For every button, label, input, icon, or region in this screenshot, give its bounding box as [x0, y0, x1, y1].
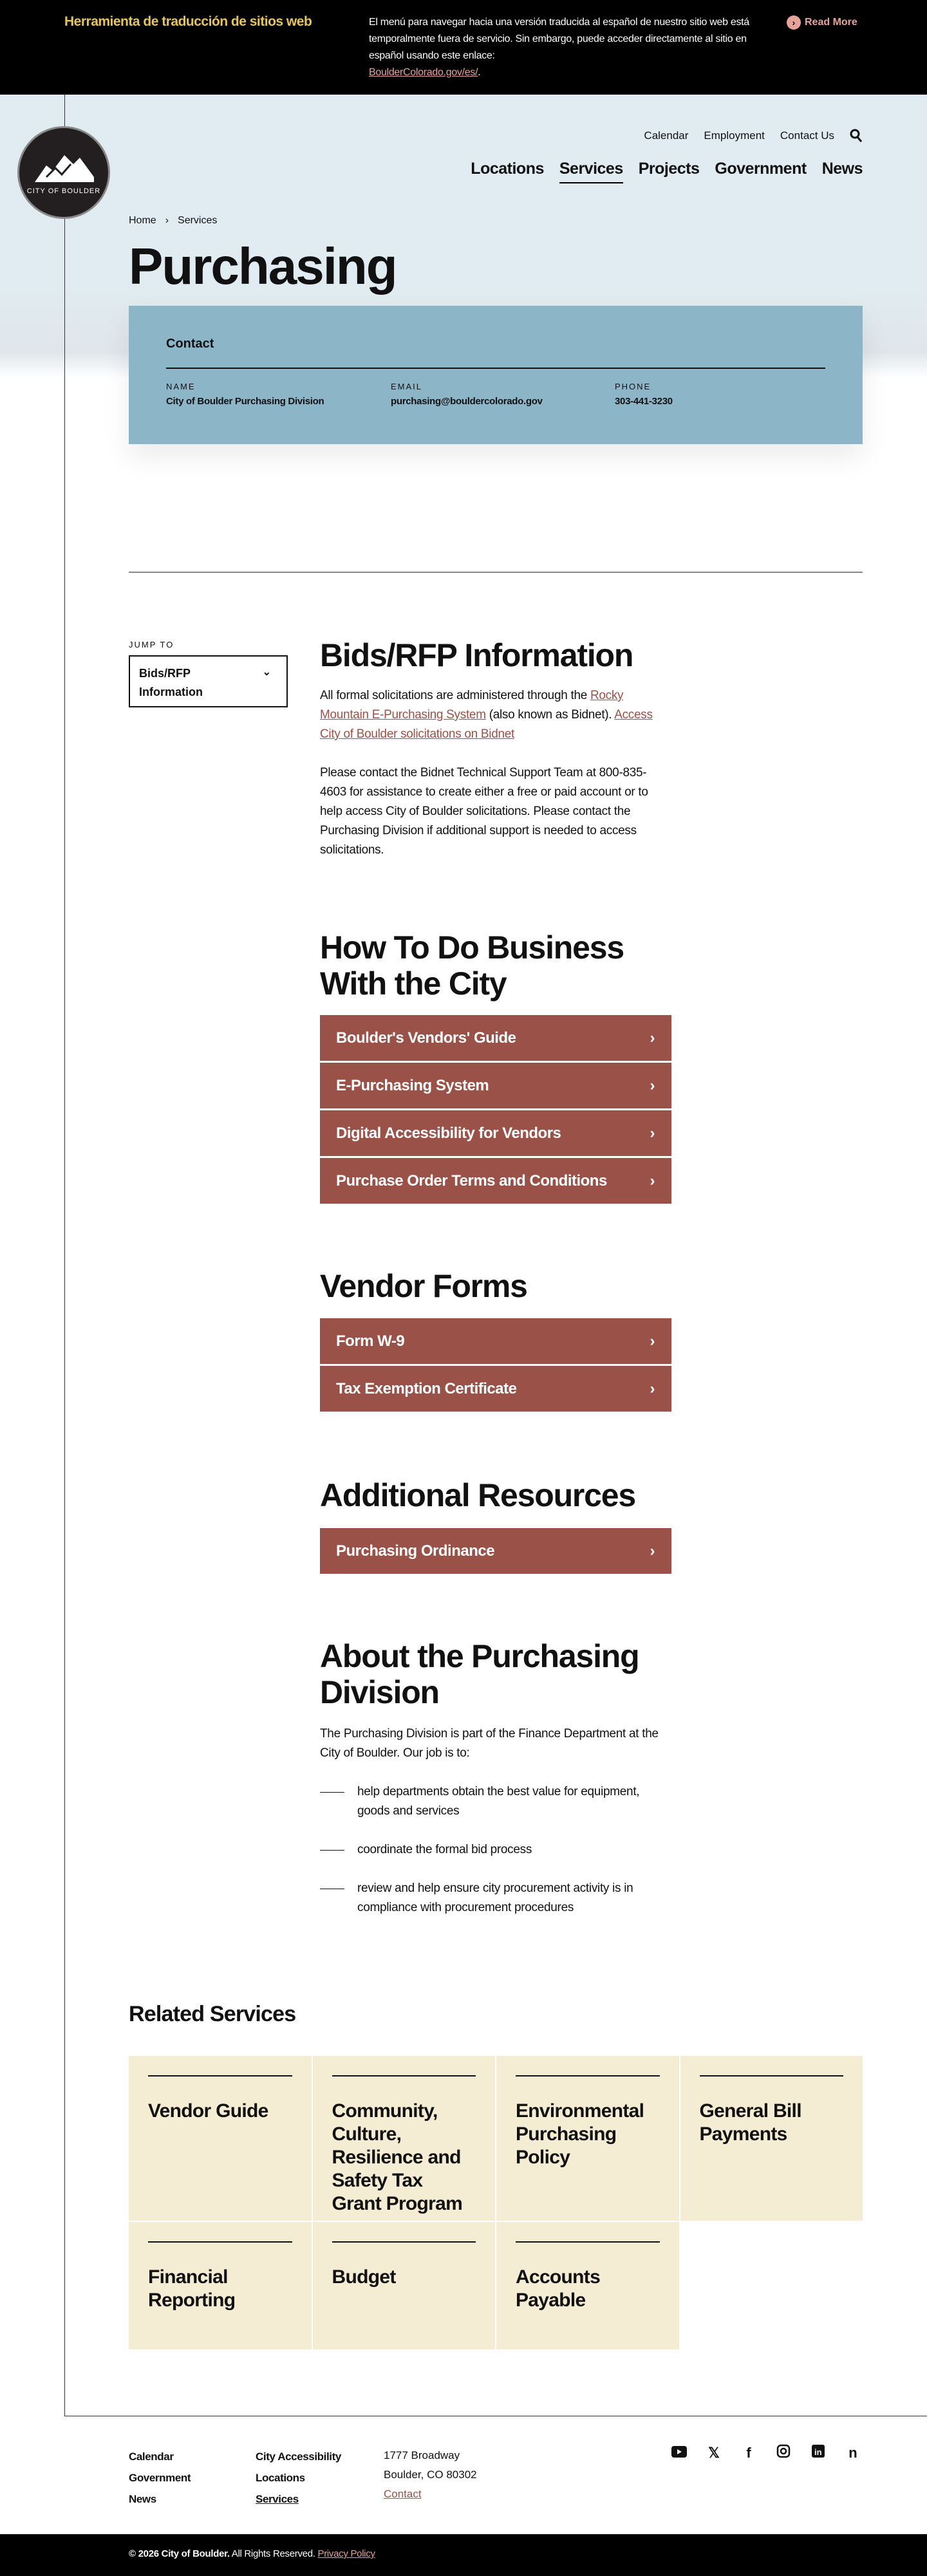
divider	[148, 2075, 292, 2077]
chevron-down-icon: ⌄	[262, 667, 271, 678]
contact-phone[interactable]: 303-441-3230	[615, 396, 673, 407]
contact-card	[129, 306, 863, 444]
dash-icon	[320, 1850, 344, 1851]
vendors-guide-link[interactable]	[320, 1015, 671, 1061]
city-logo[interactable]	[17, 126, 110, 219]
read-more-label: Read More	[805, 17, 857, 28]
banner-message	[369, 14, 771, 81]
business-heading: How To Do Business With the City	[320, 929, 624, 1002]
jump-to-select[interactable]	[129, 655, 288, 707]
svg-text:in: in	[814, 2447, 822, 2457]
nav-contact-us[interactable]: Contact Us	[780, 129, 834, 142]
link-label: Tax Exemption Certificate	[336, 1379, 517, 1397]
chevron-right-icon: ›	[650, 1029, 655, 1047]
resources-heading: Additional Resources	[320, 1477, 635, 1513]
related-card[interactable]	[680, 2056, 863, 2221]
related-services-grid	[129, 2056, 863, 2349]
breadcrumb	[129, 215, 217, 227]
po-terms-link[interactable]	[320, 1158, 671, 1204]
banner-suffix: .	[478, 67, 481, 78]
banner-title: Herramienta de traducción de sitios web	[64, 14, 312, 29]
nav-locations[interactable]: Locations	[471, 160, 544, 178]
about-intro: The Purchasing Division is part of the Finance Department at the City of Boulder. Our job is to:	[320, 1727, 659, 1760]
link-label: E-Purchasing System	[336, 1076, 489, 1094]
name-label: NAME	[166, 382, 196, 391]
footer-news[interactable]: News	[129, 2493, 156, 2505]
utility-nav	[644, 129, 863, 143]
breadcrumb-home[interactable]: Home	[129, 215, 156, 226]
divider	[148, 2241, 292, 2243]
divider	[700, 2075, 844, 2077]
vendor-forms-section	[320, 1268, 673, 1414]
divider	[332, 2241, 476, 2243]
bids-heading: Bids/RFP Information	[320, 637, 633, 673]
digital-accessibility-link[interactable]	[320, 1110, 671, 1156]
footer-col-1	[129, 2446, 191, 2510]
footer-col-2	[256, 2446, 341, 2510]
footer-locations[interactable]: Locations	[256, 2472, 305, 2484]
card-title: Accounts Payable	[516, 2266, 601, 2311]
list-text: help departments obtain the best value for equipment, goods and services	[357, 1785, 640, 1818]
address-line: 1777 Broadway	[384, 2449, 460, 2461]
rocky-mountain-link[interactable]: Rocky Mountain E-Purchasing System	[320, 689, 624, 722]
list-item	[320, 1782, 673, 1821]
form-w9-link[interactable]	[320, 1318, 671, 1364]
logo-text: CITY OF BOULDER	[26, 187, 101, 195]
list-item	[320, 1879, 673, 1918]
rights-text: All Rights Reserved.	[229, 2548, 318, 2559]
related-services-heading: Related Services	[129, 2002, 296, 2026]
chevron-right-icon: ›	[787, 15, 801, 30]
bidnet-solicitations-link[interactable]: Access City of Boulder solicitations on Bidnet	[320, 708, 653, 741]
nextdoor-icon[interactable]: n	[848, 2445, 857, 2461]
chevron-right-icon: ›	[165, 215, 169, 226]
chevron-right-icon: ›	[650, 1379, 655, 1397]
divider	[516, 2075, 660, 2077]
jump-to-value: Bids/RFP Information	[139, 667, 203, 698]
bids-section	[320, 637, 673, 860]
bids-support-paragraph: Please contact the Bidnet Technical Support Team at 800-835-4603 for assistance to create either a free or paid account or to help access City of Boulder solicitations. Please contact the Purchasing Division if additional support is needed to access solicitations.	[320, 766, 648, 857]
nav-news[interactable]: News	[821, 160, 863, 178]
card-title: Financial Reporting	[148, 2266, 236, 2311]
divider	[166, 368, 825, 369]
contact-heading: Contact	[166, 337, 214, 351]
contact-name: City of Boulder Purchasing Division	[166, 396, 324, 407]
vendor-forms-heading: Vendor Forms	[320, 1268, 527, 1304]
privacy-policy-link[interactable]: Privacy Policy	[317, 2548, 375, 2559]
text: All formal solicitations are administered through the	[320, 689, 590, 702]
banner-text: El menú para navegar hacia una versión traducida al español de nuestro sitio web está temporalmente fuera de servicio. Sin embargo, puede acceder directamente al sitio en español usando este enlace:	[369, 17, 749, 61]
page-title: Purchasing	[129, 238, 397, 295]
footer-government[interactable]: Government	[129, 2472, 191, 2484]
spanish-site-link[interactable]: BoulderColorado.gov/es/	[369, 67, 478, 78]
jump-to-label: JUMP TO	[129, 640, 174, 649]
nav-employment[interactable]: Employment	[704, 129, 765, 142]
chevron-right-icon: ›	[650, 1171, 655, 1190]
linkedin-icon[interactable]	[810, 2445, 826, 2461]
related-card[interactable]	[129, 2222, 312, 2349]
youtube-icon[interactable]	[671, 2445, 687, 2461]
footer-calendar[interactable]: Calendar	[129, 2450, 174, 2463]
footer-contact-link[interactable]: Contact	[384, 2488, 422, 2500]
divider	[516, 2241, 660, 2243]
phone-label: PHONE	[615, 382, 651, 391]
breadcrumb-services[interactable]: Services	[178, 215, 218, 226]
bids-paragraph	[320, 686, 673, 744]
x-icon[interactable]: 𝕏	[708, 2445, 720, 2461]
list-text: review and help ensure city procurement activity is in compliance with procurement procedures	[357, 1881, 633, 1914]
social-links	[671, 2444, 861, 2462]
list-item	[320, 1840, 673, 1860]
list-text: coordinate the formal bid process	[357, 1843, 532, 1856]
card-title: Budget	[332, 2266, 396, 2288]
chevron-right-icon: ›	[650, 1332, 655, 1350]
footer-address	[384, 2446, 477, 2504]
instagram-icon[interactable]	[776, 2444, 791, 2462]
chevron-right-icon: ›	[650, 1076, 655, 1094]
address-line: Boulder, CO 80302	[384, 2469, 477, 2481]
tax-exemption-link[interactable]	[320, 1366, 671, 1412]
section-divider	[129, 572, 863, 573]
nav-projects[interactable]: Projects	[638, 160, 700, 178]
about-heading: About the Purchasing Division	[320, 1638, 639, 1710]
related-card[interactable]	[496, 2056, 679, 2221]
related-card[interactable]	[496, 2222, 679, 2349]
link-label: Purchasing Ordinance	[336, 1542, 495, 1560]
contact-email[interactable]: purchasing@bouldercolorado.gov	[391, 396, 543, 407]
business-section	[320, 929, 673, 1206]
purchasing-ordinance-link[interactable]	[320, 1528, 671, 1574]
e-purchasing-link[interactable]	[320, 1063, 671, 1108]
resources-section	[320, 1477, 673, 1576]
related-card[interactable]	[129, 2056, 312, 2221]
main-nav	[471, 160, 863, 183]
facebook-icon[interactable]: f	[746, 2445, 751, 2461]
footer-services[interactable]: Services	[256, 2493, 299, 2505]
nav-calendar[interactable]: Calendar	[644, 129, 689, 142]
card-title: Community, Culture, Resilience and Safety Tax Grant Program	[332, 2100, 463, 2214]
divider	[332, 2075, 476, 2077]
related-card[interactable]	[313, 2222, 496, 2349]
translation-banner	[0, 0, 927, 95]
nav-services[interactable]: Services	[559, 160, 623, 183]
card-title: Environmental Purchasing Policy	[516, 2100, 644, 2168]
link-label: Purchase Order Terms and Conditions	[336, 1171, 607, 1190]
flatirons-icon	[33, 151, 95, 183]
link-label: Boulder's Vendors' Guide	[336, 1029, 516, 1047]
footer-city-accessibility[interactable]: City Accessibility	[256, 2450, 341, 2463]
decorative-vertical-line	[64, 95, 65, 2416]
text: (also known as Bidnet).	[485, 708, 615, 722]
dash-icon	[320, 1792, 344, 1793]
search-icon[interactable]	[850, 129, 863, 143]
link-label: Form W-9	[336, 1332, 405, 1350]
chevron-right-icon: ›	[650, 1124, 655, 1142]
chevron-right-icon: ›	[650, 1542, 655, 1560]
related-card[interactable]	[313, 2056, 496, 2221]
about-section	[320, 1638, 673, 1937]
nav-government[interactable]: Government	[715, 160, 807, 178]
card-title: General Bill Payments	[699, 2100, 801, 2145]
link-label: Digital Accessibility for Vendors	[336, 1124, 561, 1142]
email-label: EMAIL	[391, 382, 423, 391]
footer-bottom-bar	[0, 2534, 927, 2576]
copyright: © 2026 City of Boulder.	[129, 2548, 230, 2559]
card-title: Vendor Guide	[148, 2100, 268, 2122]
read-more-button[interactable]	[787, 15, 857, 30]
